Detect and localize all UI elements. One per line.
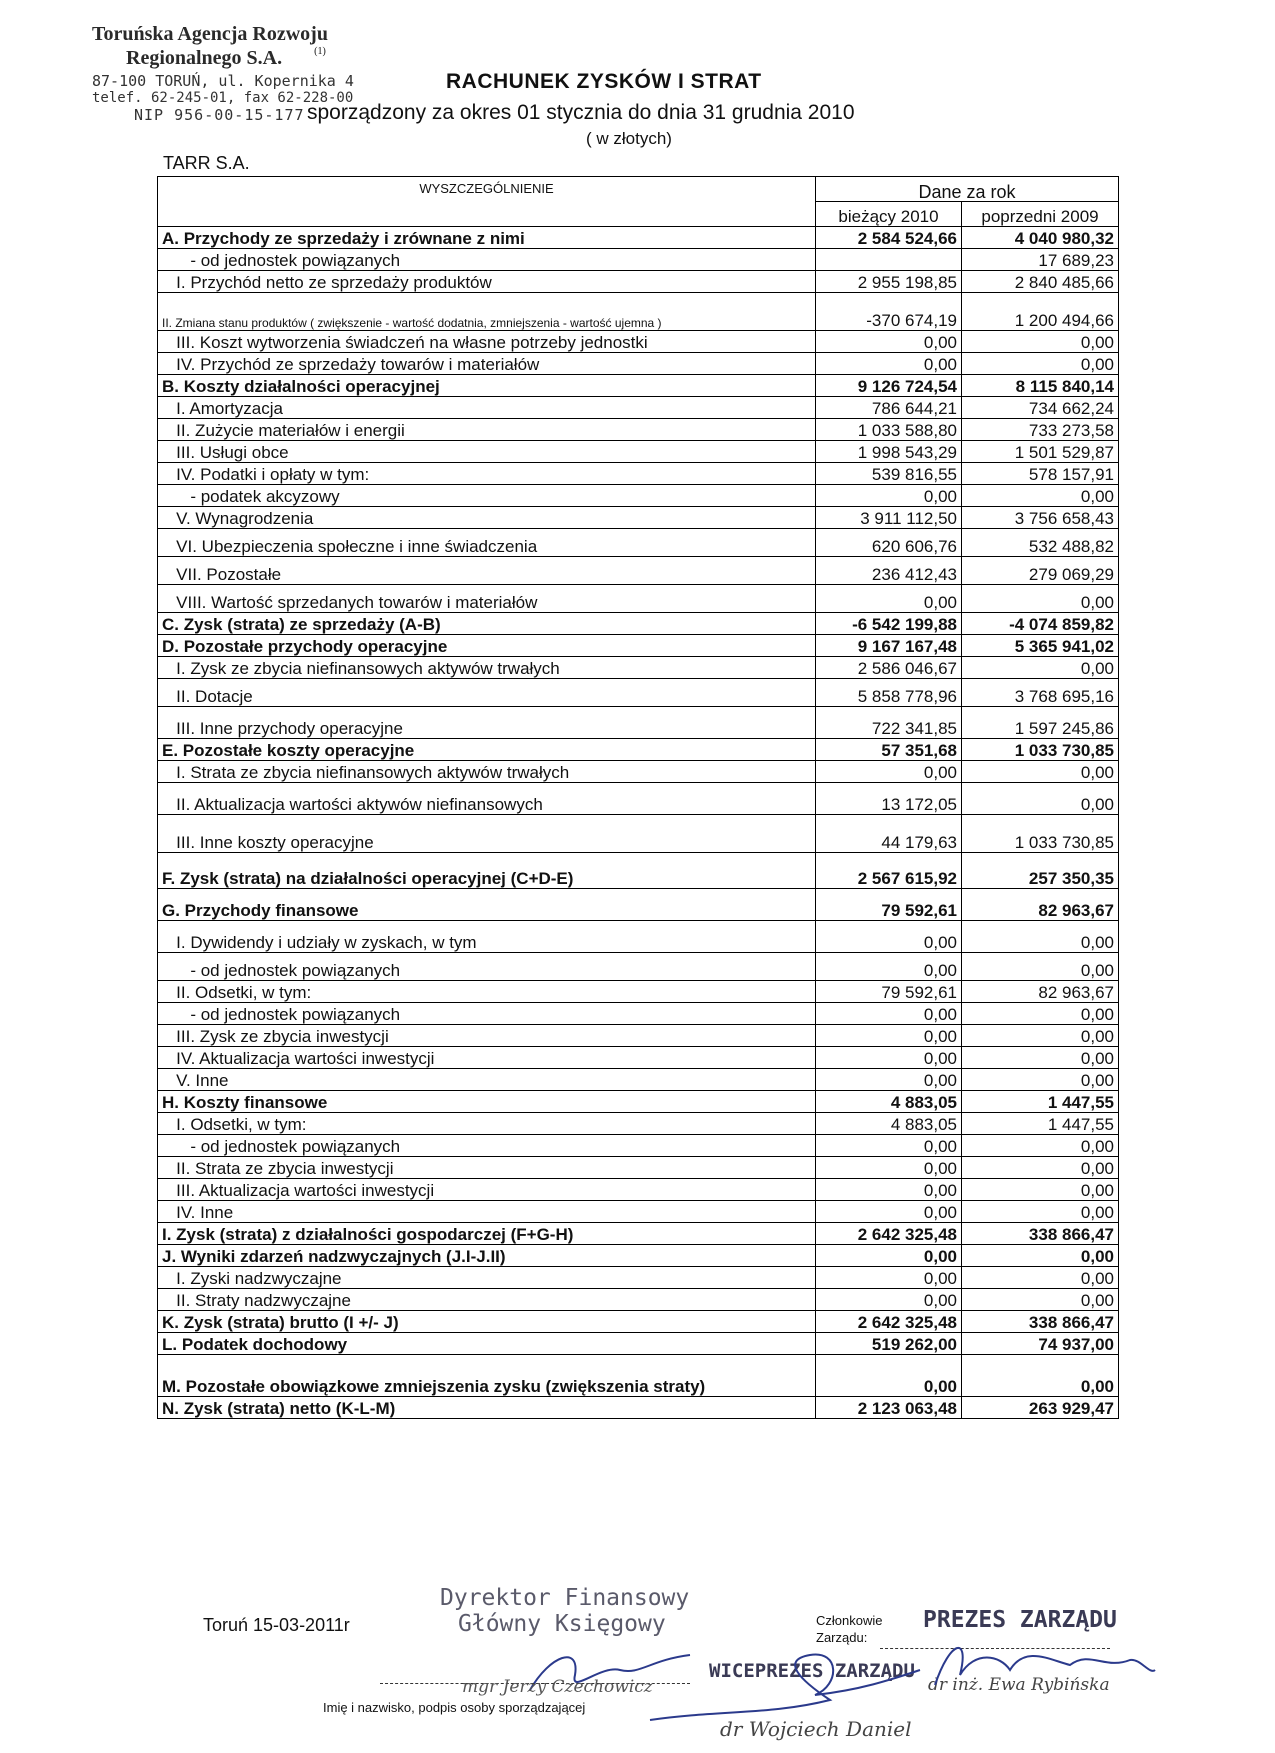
row-value-current: 786 644,21 <box>816 397 962 419</box>
row-value-current: 79 592,61 <box>816 981 962 1003</box>
row-value-current: 3 911 112,50 <box>816 507 962 529</box>
table-row <box>158 1025 1119 1047</box>
row-value-current: 9 126 724,54 <box>816 375 962 397</box>
company-name-line2: Regionalnego S.A. <box>126 47 283 69</box>
president-signature-stroke <box>935 1648 1155 1685</box>
row-value-current: 0,00 <box>816 1003 962 1025</box>
row-label: - podatek akcyzowy <box>158 485 816 507</box>
row-value-previous: 263 929,47 <box>962 1397 1119 1419</box>
row-value-current: 0,00 <box>816 1355 962 1397</box>
finance-director-line1: Dyrektor Finansowy <box>440 1585 690 1611</box>
table-row <box>158 441 1119 463</box>
header-data-year: Dane za rok <box>816 177 1119 202</box>
table-row <box>158 1003 1119 1025</box>
row-value-current: 0,00 <box>816 1289 962 1311</box>
company-stamp-mark: (1) <box>314 46 326 57</box>
row-label: III. Aktualizacja wartości inwestycji <box>158 1179 816 1201</box>
table-row <box>158 657 1119 679</box>
row-label: VII. Pozostałe <box>158 557 816 585</box>
row-label: L. Podatek dochodowy <box>158 1333 816 1355</box>
header-current-year: bieżący 2010 <box>816 202 962 227</box>
row-value-current: 0,00 <box>816 485 962 507</box>
row-value-previous: 0,00 <box>962 1355 1119 1397</box>
row-value-current: 2 955 198,85 <box>816 271 962 293</box>
row-value-previous: 0,00 <box>962 1025 1119 1047</box>
table-row <box>158 1047 1119 1069</box>
company-address: 87-100 TORUŃ, ul. Kopernika 4 <box>92 72 354 90</box>
row-value-previous: 0,00 <box>962 1135 1119 1157</box>
currency-note: ( w złotych) <box>586 129 672 148</box>
table-row <box>158 227 1119 249</box>
table-row <box>158 921 1119 953</box>
row-label: G. Przychody finansowe <box>158 889 816 921</box>
row-value-previous: 734 662,24 <box>962 397 1119 419</box>
table-row <box>158 397 1119 419</box>
board-label-line1: Członkowie <box>816 1613 883 1628</box>
row-label: I. Amortyzacja <box>158 397 816 419</box>
table-row <box>158 1267 1119 1289</box>
row-value-previous: 2 840 485,66 <box>962 271 1119 293</box>
row-value-current: 0,00 <box>816 331 962 353</box>
row-label: II. Strata ze zbycia inwestycji <box>158 1157 816 1179</box>
row-label: I. Zysk ze zbycia niefinansowych aktywów trwałych <box>158 657 816 679</box>
row-value-previous: 0,00 <box>962 353 1119 375</box>
row-value-previous: 82 963,67 <box>962 889 1119 921</box>
row-value-previous: 338 866,47 <box>962 1311 1119 1333</box>
table-row <box>158 853 1119 889</box>
row-value-previous: 578 157,91 <box>962 463 1119 485</box>
company-nip: NIP 956-00-15-177 <box>134 106 305 124</box>
preparer-caption: Imię i nazwisko, podpis osoby sporządzającej <box>323 1700 586 1715</box>
row-value-previous: 1 033 730,85 <box>962 739 1119 761</box>
table-row <box>158 1179 1119 1201</box>
row-value-previous: 733 273,58 <box>962 419 1119 441</box>
vice-president-signature-stroke <box>650 1655 920 1720</box>
row-value-current: 0,00 <box>816 1267 962 1289</box>
table-row <box>158 889 1119 921</box>
row-value-previous: 0,00 <box>962 1201 1119 1223</box>
row-label: III. Koszt wytworzenia świadczeń na własne potrzeby jednostki <box>158 331 816 353</box>
finance-director-title <box>440 1585 689 1637</box>
table-row <box>158 679 1119 707</box>
header-description: WYSZCZEGÓLNIENIE <box>158 177 816 227</box>
table-row <box>158 463 1119 485</box>
row-value-current: 2 642 325,48 <box>816 1223 962 1245</box>
row-value-previous: 1 033 730,85 <box>962 815 1119 853</box>
vice-president-name: dr Wojciech Daniel <box>720 1717 912 1741</box>
finance-director-line2: Główny Księgowy <box>458 1611 666 1637</box>
row-value-previous: 532 488,82 <box>962 529 1119 557</box>
row-label: II. Dotacje <box>158 679 816 707</box>
table-header-row <box>158 177 1119 202</box>
row-label: V. Wynagrodzenia <box>158 507 816 529</box>
row-label: D. Pozostałe przychody operacyjne <box>158 635 816 657</box>
row-label: A. Przychody ze sprzedaży i zrównane z nimi <box>158 227 816 249</box>
table-row <box>158 953 1119 981</box>
row-value-current: 722 341,85 <box>816 707 962 739</box>
row-value-current: 1 033 588,80 <box>816 419 962 441</box>
row-label: V. Inne <box>158 1069 816 1091</box>
table-row <box>158 1157 1119 1179</box>
row-label: II. Odsetki, w tym: <box>158 981 816 1003</box>
company-name-line1: Toruńska Agencja Rozwoju <box>92 23 328 45</box>
header-previous-year: poprzedni 2009 <box>962 202 1119 227</box>
row-label: H. Koszty finansowe <box>158 1091 816 1113</box>
row-value-previous: 0,00 <box>962 485 1119 507</box>
row-value-previous: 0,00 <box>962 1289 1119 1311</box>
row-value-current: 0,00 <box>816 761 962 783</box>
row-value-current: 519 262,00 <box>816 1333 962 1355</box>
row-value-current: 9 167 167,48 <box>816 635 962 657</box>
row-label: C. Zysk (strata) ze sprzedaży (A-B) <box>158 613 816 635</box>
row-value-current: 539 816,55 <box>816 463 962 485</box>
table-row <box>158 485 1119 507</box>
document-title: RACHUNEK ZYSKÓW I STRAT <box>446 70 762 93</box>
table-row <box>158 635 1119 657</box>
row-label: III. Inne przychody operacyjne <box>158 707 816 739</box>
table-row <box>158 1135 1119 1157</box>
row-value-current: 2 567 615,92 <box>816 853 962 889</box>
row-value-previous: 0,00 <box>962 657 1119 679</box>
row-value-current: 4 883,05 <box>816 1113 962 1135</box>
row-value-current: 0,00 <box>816 1135 962 1157</box>
table-row <box>158 557 1119 585</box>
row-value-current: 2 584 524,66 <box>816 227 962 249</box>
row-value-current: 79 592,61 <box>816 889 962 921</box>
row-value-current <box>816 249 962 271</box>
row-label: II. Zmiana stanu produktów ( zwiększenie - wartość dodatnia, zmniejszenia - wartość ujemna ) <box>158 293 816 331</box>
row-value-current: 2 586 046,67 <box>816 657 962 679</box>
row-value-current: 0,00 <box>816 921 962 953</box>
row-label: - od jednostek powiązanych <box>158 1003 816 1025</box>
table-row <box>158 353 1119 375</box>
board-label-line2: Zarządu: <box>816 1630 868 1645</box>
row-label: I. Dywidendy i udziały w zyskach, w tym <box>158 921 816 953</box>
table-row <box>158 1113 1119 1135</box>
table-row <box>158 1069 1119 1091</box>
row-label: VI. Ubezpieczenia społeczne i inne świadczenia <box>158 529 816 557</box>
row-value-previous: 0,00 <box>962 761 1119 783</box>
table-row <box>158 271 1119 293</box>
table-row <box>158 815 1119 853</box>
table-row <box>158 981 1119 1003</box>
row-label: K. Zysk (strata) brutto (I +/- J) <box>158 1311 816 1333</box>
row-label: III. Inne koszty operacyjne <box>158 815 816 853</box>
row-value-current: 0,00 <box>816 1179 962 1201</box>
row-value-previous: -4 074 859,82 <box>962 613 1119 635</box>
row-value-current: 0,00 <box>816 1025 962 1047</box>
row-label: - od jednostek powiązanych <box>158 953 816 981</box>
table-row <box>158 1333 1119 1355</box>
row-value-previous: 0,00 <box>962 1157 1119 1179</box>
company-phone: telef. 62-245-01, fax 62-228-00 <box>92 90 354 106</box>
row-value-previous: 17 689,23 <box>962 249 1119 271</box>
income-statement-body <box>158 177 1119 1419</box>
row-value-current: 0,00 <box>816 1069 962 1091</box>
row-label: VIII. Wartość sprzedanych towarów i materiałów <box>158 585 816 613</box>
row-value-previous: 0,00 <box>962 921 1119 953</box>
row-value-previous: 257 350,35 <box>962 853 1119 889</box>
row-label: IV. Przychód ze sprzedaży towarów i materiałów <box>158 353 816 375</box>
row-value-previous: 0,00 <box>962 1267 1119 1289</box>
row-value-previous: 8 115 840,14 <box>962 375 1119 397</box>
row-value-previous: 0,00 <box>962 1179 1119 1201</box>
table-row <box>158 585 1119 613</box>
row-label: II. Aktualizacja wartości aktywów niefinansowych <box>158 783 816 815</box>
row-value-previous: 1 200 494,66 <box>962 293 1119 331</box>
table-row <box>158 1355 1119 1397</box>
row-value-current: 0,00 <box>816 1245 962 1267</box>
row-value-current: -370 674,19 <box>816 293 962 331</box>
row-label: N. Zysk (strata) netto (K-L-M) <box>158 1397 816 1419</box>
row-value-previous: 0,00 <box>962 1069 1119 1091</box>
row-value-current: 0,00 <box>816 585 962 613</box>
table-row <box>158 529 1119 557</box>
row-value-current: 1 998 543,29 <box>816 441 962 463</box>
president-title: PREZES ZARZĄDU <box>923 1607 1117 1633</box>
row-value-previous: 82 963,67 <box>962 981 1119 1003</box>
row-label: II. Zużycie materiałów i energii <box>158 419 816 441</box>
row-label: I. Zyski nadzwyczajne <box>158 1267 816 1289</box>
table-row <box>158 1223 1119 1245</box>
table-row <box>158 419 1119 441</box>
place-date: Toruń 15-03-2011r <box>203 1615 350 1635</box>
table-row <box>158 1245 1119 1267</box>
table-row <box>158 1397 1119 1419</box>
row-label: I. Strata ze zbycia niefinansowych aktywów trwałych <box>158 761 816 783</box>
row-label: IV. Aktualizacja wartości inwestycji <box>158 1047 816 1069</box>
vice-president-signature <box>640 1640 930 1730</box>
row-value-current: 0,00 <box>816 1047 962 1069</box>
row-value-current: 0,00 <box>816 1157 962 1179</box>
row-label: II. Straty nadzwyczajne <box>158 1289 816 1311</box>
row-value-previous: 3 756 658,43 <box>962 507 1119 529</box>
row-value-current: 0,00 <box>816 953 962 981</box>
row-value-previous: 0,00 <box>962 585 1119 613</box>
table-row <box>158 761 1119 783</box>
row-value-previous: 0,00 <box>962 331 1119 353</box>
row-label: III. Zysk ze zbycia inwestycji <box>158 1025 816 1047</box>
row-value-previous: 0,00 <box>962 1003 1119 1025</box>
table-row <box>158 707 1119 739</box>
row-value-previous: 4 040 980,32 <box>962 227 1119 249</box>
row-value-current: 2 642 325,48 <box>816 1311 962 1333</box>
row-value-previous: 1 597 245,86 <box>962 707 1119 739</box>
table-row <box>158 1289 1119 1311</box>
row-value-previous: 1 501 529,87 <box>962 441 1119 463</box>
row-label: J. Wyniki zdarzeń nadzwyczajnych (J.I-J.II) <box>158 1245 816 1267</box>
table-row <box>158 739 1119 761</box>
table-row <box>158 1311 1119 1333</box>
row-value-current: 13 172,05 <box>816 783 962 815</box>
table-row <box>158 249 1119 271</box>
row-label: - od jednostek powiązanych <box>158 1135 816 1157</box>
row-label: M. Pozostałe obowiązkowe zmniejszenia zysku (zwiększenia straty) <box>158 1355 816 1397</box>
row-label: B. Koszty działalności operacyjnej <box>158 375 816 397</box>
row-label: IV. Inne <box>158 1201 816 1223</box>
row-value-previous: 74 937,00 <box>962 1333 1119 1355</box>
row-label: - od jednostek powiązanych <box>158 249 816 271</box>
row-value-current: 620 606,76 <box>816 529 962 557</box>
table-row <box>158 613 1119 635</box>
row-value-current: 44 179,63 <box>816 815 962 853</box>
row-value-previous: 1 447,55 <box>962 1091 1119 1113</box>
table-row <box>158 1091 1119 1113</box>
row-label: I. Zysk (strata) z działalności gospodarczej (F+G-H) <box>158 1223 816 1245</box>
row-value-current: 4 883,05 <box>816 1091 962 1113</box>
row-label: III. Usługi obce <box>158 441 816 463</box>
table-row <box>158 783 1119 815</box>
row-value-current: -6 542 199,88 <box>816 613 962 635</box>
row-value-current: 57 351,68 <box>816 739 962 761</box>
preparer-name: mgr Jerzy Czechowicz <box>462 1677 653 1697</box>
entity-name: TARR S.A. <box>163 153 250 173</box>
row-value-previous: 0,00 <box>962 953 1119 981</box>
row-value-previous: 0,00 <box>962 1047 1119 1069</box>
row-value-previous: 338 866,47 <box>962 1223 1119 1245</box>
table-row <box>158 331 1119 353</box>
row-value-previous: 279 069,29 <box>962 557 1119 585</box>
row-value-previous: 0,00 <box>962 783 1119 815</box>
row-label: I. Przychód netto ze sprzedaży produktów <box>158 271 816 293</box>
row-label: E. Pozostałe koszty operacyjne <box>158 739 816 761</box>
row-value-previous: 0,00 <box>962 1245 1119 1267</box>
row-value-current: 2 123 063,48 <box>816 1397 962 1419</box>
row-value-current: 0,00 <box>816 353 962 375</box>
row-value-current: 236 412,43 <box>816 557 962 585</box>
row-value-previous: 3 768 695,16 <box>962 679 1119 707</box>
row-value-current: 5 858 778,96 <box>816 679 962 707</box>
row-value-previous: 5 365 941,02 <box>962 635 1119 657</box>
president-signature <box>930 1630 1160 1700</box>
table-row <box>158 507 1119 529</box>
vice-president-title: WICEPREZES ZARZĄDU <box>709 1660 915 1682</box>
president-name: dr inż. Ewa Rybińska <box>928 1675 1110 1695</box>
income-statement-table <box>157 176 1119 1419</box>
row-value-previous: 1 447,55 <box>962 1113 1119 1135</box>
table-row <box>158 1201 1119 1223</box>
row-label: IV. Podatki i opłaty w tym: <box>158 463 816 485</box>
row-label: I. Odsetki, w tym: <box>158 1113 816 1135</box>
row-value-current: 0,00 <box>816 1201 962 1223</box>
table-row <box>158 293 1119 331</box>
table-row <box>158 375 1119 397</box>
document-subtitle: sporządzony za okres 01 stycznia do dnia 31 grudnia 2010 <box>307 101 855 124</box>
row-label: F. Zysk (strata) na działalności operacyjnej (C+D-E) <box>158 853 816 889</box>
